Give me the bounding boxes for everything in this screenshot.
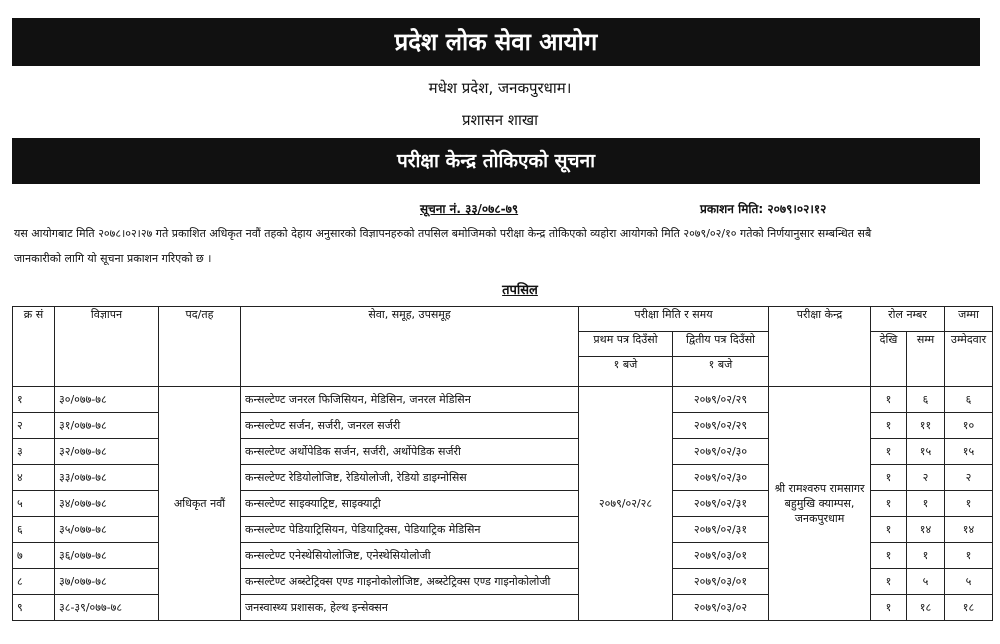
header-exam-date-time: परीक्षा मिति र समय (579, 307, 769, 332)
row-sn: ९ (13, 595, 55, 621)
row-advertisement: ३०/०७७-७८ (55, 387, 159, 413)
row-total: १४ (945, 517, 993, 543)
exam-centre-cell: श्री रामश्वरुप रामसागर बहुमुखि क्याम्पस, जनकपुरधाम (769, 387, 871, 621)
exam-centre-table (12, 306, 993, 621)
header-post-level: पद/तह (159, 307, 241, 387)
row-service: जनस्वास्थ्य प्रशासक, हेल्थ इन्सेक्सन (241, 595, 579, 621)
row-paper2-date: २०७९/०२/२९ (673, 413, 769, 439)
row-paper2-date: २०७९/०२/३१ (673, 491, 769, 517)
row-advertisement: ३३/०७७-७८ (55, 465, 159, 491)
header-service-group: सेवा, समूह, उपसमूह (241, 307, 579, 387)
notice-title-banner (12, 138, 980, 184)
row-roll-from: १ (871, 465, 907, 491)
row-roll-to: ५ (907, 569, 945, 595)
row-service: कन्सल्टेण्ट साइक्याट्रिष्ट, साइक्याट्री (241, 491, 579, 517)
commission-title-banner (12, 18, 980, 66)
row-total: ६ (945, 387, 993, 413)
row-advertisement: ३६/०७७-७८ (55, 543, 159, 569)
paper1-date-cell: २०७९/०२/२८ (579, 387, 673, 621)
row-service: कन्सल्टेण्ट एनेस्थेसियोलोजिष्ट, एनेस्थेसियोलोजी (241, 543, 579, 569)
row-sn: ३ (13, 439, 55, 465)
row-paper2-date: २०७९/०२/३० (673, 439, 769, 465)
row-sn: ८ (13, 569, 55, 595)
header-candidates: उम्मेदवार (945, 332, 993, 387)
row-roll-to: ६ (907, 387, 945, 413)
row-service: कन्सल्टेण्ट पेडियाट्रिसियन, पेडियाट्रिक्स, पेडियाट्रिक मेडिसिन (241, 517, 579, 543)
row-roll-to: १ (907, 491, 945, 517)
row-service: कन्सल्टेण्ट जनरल फिजिसियन, मेडिसिन, जनरल मेडिसिन (241, 387, 579, 413)
header-sn: क्र सं (13, 307, 55, 387)
header-paper2-time: १ बजे (673, 357, 769, 387)
row-service: कन्सल्टेण्ट अब्स्टेट्रिक्स एण्ड गाइनोकोलोजिष्ट, अब्स्टेट्रिक्स एण्ड गाइनोकोलोजी (241, 569, 579, 595)
header-paper2: द्वितीय पत्र दिउँसो (673, 332, 769, 357)
row-total: १० (945, 413, 993, 439)
table-body (13, 387, 993, 621)
row-roll-from: १ (871, 413, 907, 439)
row-advertisement: ३२/०७७-७८ (55, 439, 159, 465)
row-roll-from: १ (871, 595, 907, 621)
post-level-cell: अधिकृत नवौं (159, 387, 241, 621)
header-advertisement: विज्ञापन (55, 307, 159, 387)
row-service: कन्सल्टेण्ट सर्जन, सर्जरी, जनरल सर्जरी (241, 413, 579, 439)
commission-title: प्रदेश लोक सेवा आयोग (394, 28, 598, 56)
row-advertisement: ३५/०७७-७८ (55, 517, 159, 543)
row-sn: ६ (13, 517, 55, 543)
notice-body-line-2: जानकारीको लागि यो सूचना प्रकाशन गरिएको छ । (14, 252, 212, 265)
row-paper2-date: २०७९/०२/२९ (673, 387, 769, 413)
row-total: १५ (945, 439, 993, 465)
row-sn: १ (13, 387, 55, 413)
row-roll-from: १ (871, 569, 907, 595)
header-total: जम्मा (945, 307, 993, 332)
row-roll-from: १ (871, 517, 907, 543)
row-total: १ (945, 491, 993, 517)
row-service: कन्सल्टेण्ट अर्थोपेडिक सर्जन, सर्जरी, अर्थोपेडिक सर्जरी (241, 439, 579, 465)
row-roll-from: १ (871, 491, 907, 517)
row-advertisement: ३४/०७७-७८ (55, 491, 159, 517)
row-service: कन्सल्टेण्ट रेडियोलोजिष्ट, रेडियोलोजी, रेडियो डाइग्नोसिस (241, 465, 579, 491)
row-total: २ (945, 465, 993, 491)
notice-number-text: सूचना नं. ३३/०७८-७९ (420, 202, 519, 216)
header-paper1-time: १ बजे (579, 357, 673, 387)
division-subtitle: प्रशासन शाखा (461, 111, 539, 129)
row-total: १ (945, 543, 993, 569)
row-paper2-date: २०७९/०३/०१ (673, 543, 769, 569)
row-roll-from: १ (871, 439, 907, 465)
notice-body-line-1: यस आयोगबाट मिति २०७८।०२।२७ गते प्रकाशित अधिकृत नवौं तहको देहाय अनुसारको विज्ञापनहरुको तपसिल बमोजिमको परीक्षा केन्द्र तोकिएको व्यहोरा आयोगको मिति २०७९/०२/१० गतेको निर्णयानुसार सम्बन्धित सबै (14, 227, 872, 240)
header-roll-to: सम्म (907, 332, 945, 387)
province-subtitle: मधेश प्रदेश, जनकपुरधाम। (428, 79, 572, 97)
row-roll-to: ११ (907, 413, 945, 439)
row-sn: ७ (13, 543, 55, 569)
header-paper1: प्रथम पत्र दिउँसो (579, 332, 673, 357)
row-advertisement: ३७/०७७-७८ (55, 569, 159, 595)
publish-date: प्रकाशन मिति: २०७९।०२।१२ (700, 202, 827, 216)
row-roll-to: १ (907, 543, 945, 569)
row-paper2-date: २०७९/०२/३० (673, 465, 769, 491)
table-row (13, 387, 993, 413)
row-advertisement: ३८-३९/०७७-७८ (55, 595, 159, 621)
row-total: १८ (945, 595, 993, 621)
row-roll-to: १५ (907, 439, 945, 465)
header-roll-from: देखि (871, 332, 907, 387)
row-roll-to: १८ (907, 595, 945, 621)
row-paper2-date: २०७९/०२/३१ (673, 517, 769, 543)
row-sn: ४ (13, 465, 55, 491)
row-roll-from: १ (871, 387, 907, 413)
row-roll-from: १ (871, 543, 907, 569)
row-roll-to: १४ (907, 517, 945, 543)
table-title: तपसिल (502, 283, 538, 298)
header-roll-number: रोल नम्बर (871, 307, 945, 332)
row-total: ५ (945, 569, 993, 595)
row-paper2-date: २०७९/०३/०१ (673, 569, 769, 595)
row-paper2-date: २०७९/०३/०२ (673, 595, 769, 621)
row-sn: २ (13, 413, 55, 439)
notice-number (420, 200, 518, 217)
row-advertisement: ३१/०७७-७८ (55, 413, 159, 439)
row-sn: ५ (13, 491, 55, 517)
notice-title: परीक्षा केन्द्र तोकिएको सूचना (396, 150, 596, 172)
header-exam-centre: परीक्षा केन्द्र (769, 307, 871, 387)
row-roll-to: २ (907, 465, 945, 491)
